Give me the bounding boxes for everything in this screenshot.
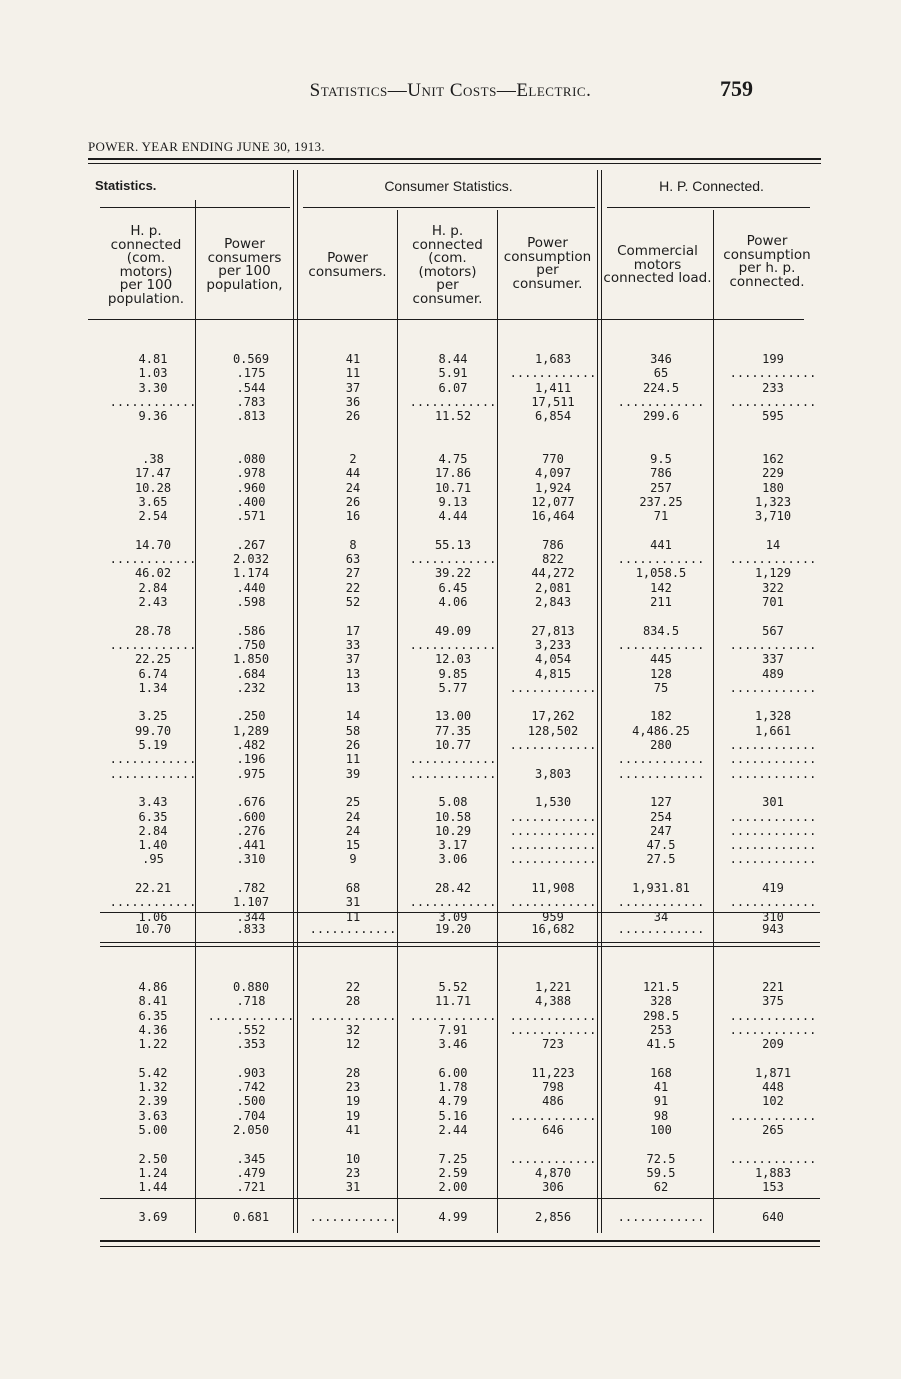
col-b-hp-per-consumer: 5.52 11.71 ............ 7.91 3.46 6.00 1.78 4.79 5.16 2.44 7.25 2.59 2.00	[409, 980, 497, 1195]
total-a-consumption-per-consumer: 16,682	[531, 922, 575, 936]
total-b-motors-load: ............	[617, 1210, 705, 1224]
rule-top-1	[88, 158, 821, 160]
colhead-power-consumers: Power consumers.	[308, 250, 387, 280]
colhead-consumption-per-consumer: Power consumption per consumer.	[503, 235, 592, 292]
col-a-consumption-per-hp: 199 ............ 233 ............ 595 162 229 180 1,323 3,710 14 ............ 1,129 322 701 567 ............ 337 489 ............ 1,328 1,661 ............ ............ ............ 301 ............ ............ ............ ............ 419 ............ 310	[729, 352, 817, 924]
colhead-consumption-per-hp: Power consumption per h. p. connected.	[723, 233, 811, 290]
total-a-power-consumers: ............	[309, 922, 397, 936]
col-a-motors-load: 346 65 224.5 ............ 299.6 9.5 786 257 237.25 71 441 ............ 1,058.5 142 211 834.5 ............ 445 128 75 182 4,486.25 280 ............ ............ 127 254 247 47.5 27.5 1,931.81 ............ 34	[617, 352, 705, 924]
rule-top-2	[88, 163, 821, 164]
total-b-consumption-per-hp: 640	[762, 1210, 784, 1224]
rule-bottom-2	[100, 1246, 820, 1247]
running-head: Statistics—Unit Costs—Electric.	[309, 80, 592, 101]
page-number: 759	[720, 76, 753, 101]
total-a-consumption-per-hp: 943	[762, 922, 784, 936]
rule-bottom-1	[100, 1240, 820, 1242]
total-a-motors-load: ............	[617, 922, 705, 936]
col-b-consumption-per-consumer: 1,221 4,388 ............ ............ 723 11,223 798 486 ............ 646 ............ 4,870 306	[509, 980, 597, 1195]
total-b-hp-per-consumer: 4.99	[438, 1210, 468, 1224]
group-header-consumer-statistics: Consumer Statistics.	[384, 178, 513, 194]
group-underline-hp	[607, 207, 810, 208]
colhead-hp-per-100-population: H. p. connected (com. motors) per 100 population.	[107, 223, 185, 307]
rule-total-a-bottom-2	[100, 946, 820, 947]
table-caption: POWER. YEAR ENDING JUNE 30, 1913.	[88, 139, 325, 154]
total-a-hp-per-100: 10.70	[134, 922, 172, 936]
rule-total-b-top	[100, 1198, 820, 1199]
col-a-power-consumers: 41 11 37 36 26 2 44 24 26 16 8 63 27 22 52 17 33 37 13 13 14 58 26 11 39 25 24 24 15 9 68 31 11	[345, 352, 361, 924]
col-b-consumers-per-100: 0.880 .718 ............ .552 .353 .903 .742 .500 .704 2.050 .345 .479 .721	[207, 980, 295, 1195]
group-header-hp-connected: H. P. Connected.	[659, 178, 764, 194]
group-header-statistics: Statistics.	[95, 178, 157, 193]
total-b-hp-per-100: 3.69	[138, 1210, 168, 1224]
col-a-consumption-per-consumer: 1,683 ............ 1,411 17,511 6,854 770 4,097 1,924 12,077 16,464 786 822 44,272 2,081 2,843 27,813 3,233 4,054 4,815 ............ 17,262 128,502 ............ 3,803 1,530 ............ ............ ............ ............ 11,908 ............ 959	[509, 352, 597, 924]
colhead-hp-per-consumer: H. p. connected (com. (motors) per consumer.	[412, 223, 483, 307]
col-b-power-consumers: 22 28 ............ 32 12 28 23 19 19 41 10 23 31	[309, 980, 397, 1195]
col-a-hp-per-100: 4.81 1.03 3.30 ............ 9.36 .38 17.47 10.28 3.65 2.54 14.70 ............ 46.02 2.84 2.43 28.78 ............ 22.25 6.74 1.34 3.25 99.70 5.19 ............ ............ 3.43 6.35 2.84 1.40 .95 22.21 ............ 1.06	[109, 352, 197, 924]
colhead-consumers-per-100-population: Power consumers per 100 population,	[206, 236, 283, 293]
total-a-hp-per-consumer: 19.20	[434, 922, 472, 936]
total-b-power-consumers: ............	[309, 1210, 397, 1224]
col-b-consumption-per-hp: 221 375 ............ ............ 209 1,871 448 102 ............ 265 ............ 1,883 153	[729, 980, 817, 1195]
total-a-consumers-per-100: .833	[236, 922, 266, 936]
total-b-consumption-per-consumer: 2,856	[534, 1210, 572, 1224]
col-a-hp-per-consumer: 8.44 5.91 6.07 ............ 11.52 4.75 17.86 10.71 9.13 4.44 55.13 ............ 39.22 6.45 4.06 49.09 ............ 12.03 9.85 5.77 13.00 77.35 10.77 ............ ............ 5.08 10.58 10.29 3.17 3.06 28.42 ............ 3.09	[409, 352, 497, 924]
total-b-consumers-per-100: 0.681	[232, 1210, 270, 1224]
col-b-hp-per-100: 4.86 8.41 6.35 4.36 1.22 5.42 1.32 2.39 3.63 5.00 2.50 1.24 1.44	[138, 980, 168, 1195]
group-underline-consumer	[303, 207, 595, 208]
rule-total-a-bottom-1	[100, 942, 820, 943]
colhead-motors-connected-load: Commercial motors connected load.	[603, 243, 712, 286]
col-a-consumers-per-100: 0.569 .175 .544 .783 .813 .080 .978 .960 .400 .571 .267 2.032 1.174 .440 .598 .586 .750 1.850 .684 .232 .250 1,289 .482 .196 .975 .676 .600 .276 .441 .310 .782 1.107 .344	[232, 352, 270, 924]
col-b-motors-load: 121.5 328 298.5 253 41.5 168 41 91 98 100 72.5 59.5 62	[642, 980, 680, 1195]
